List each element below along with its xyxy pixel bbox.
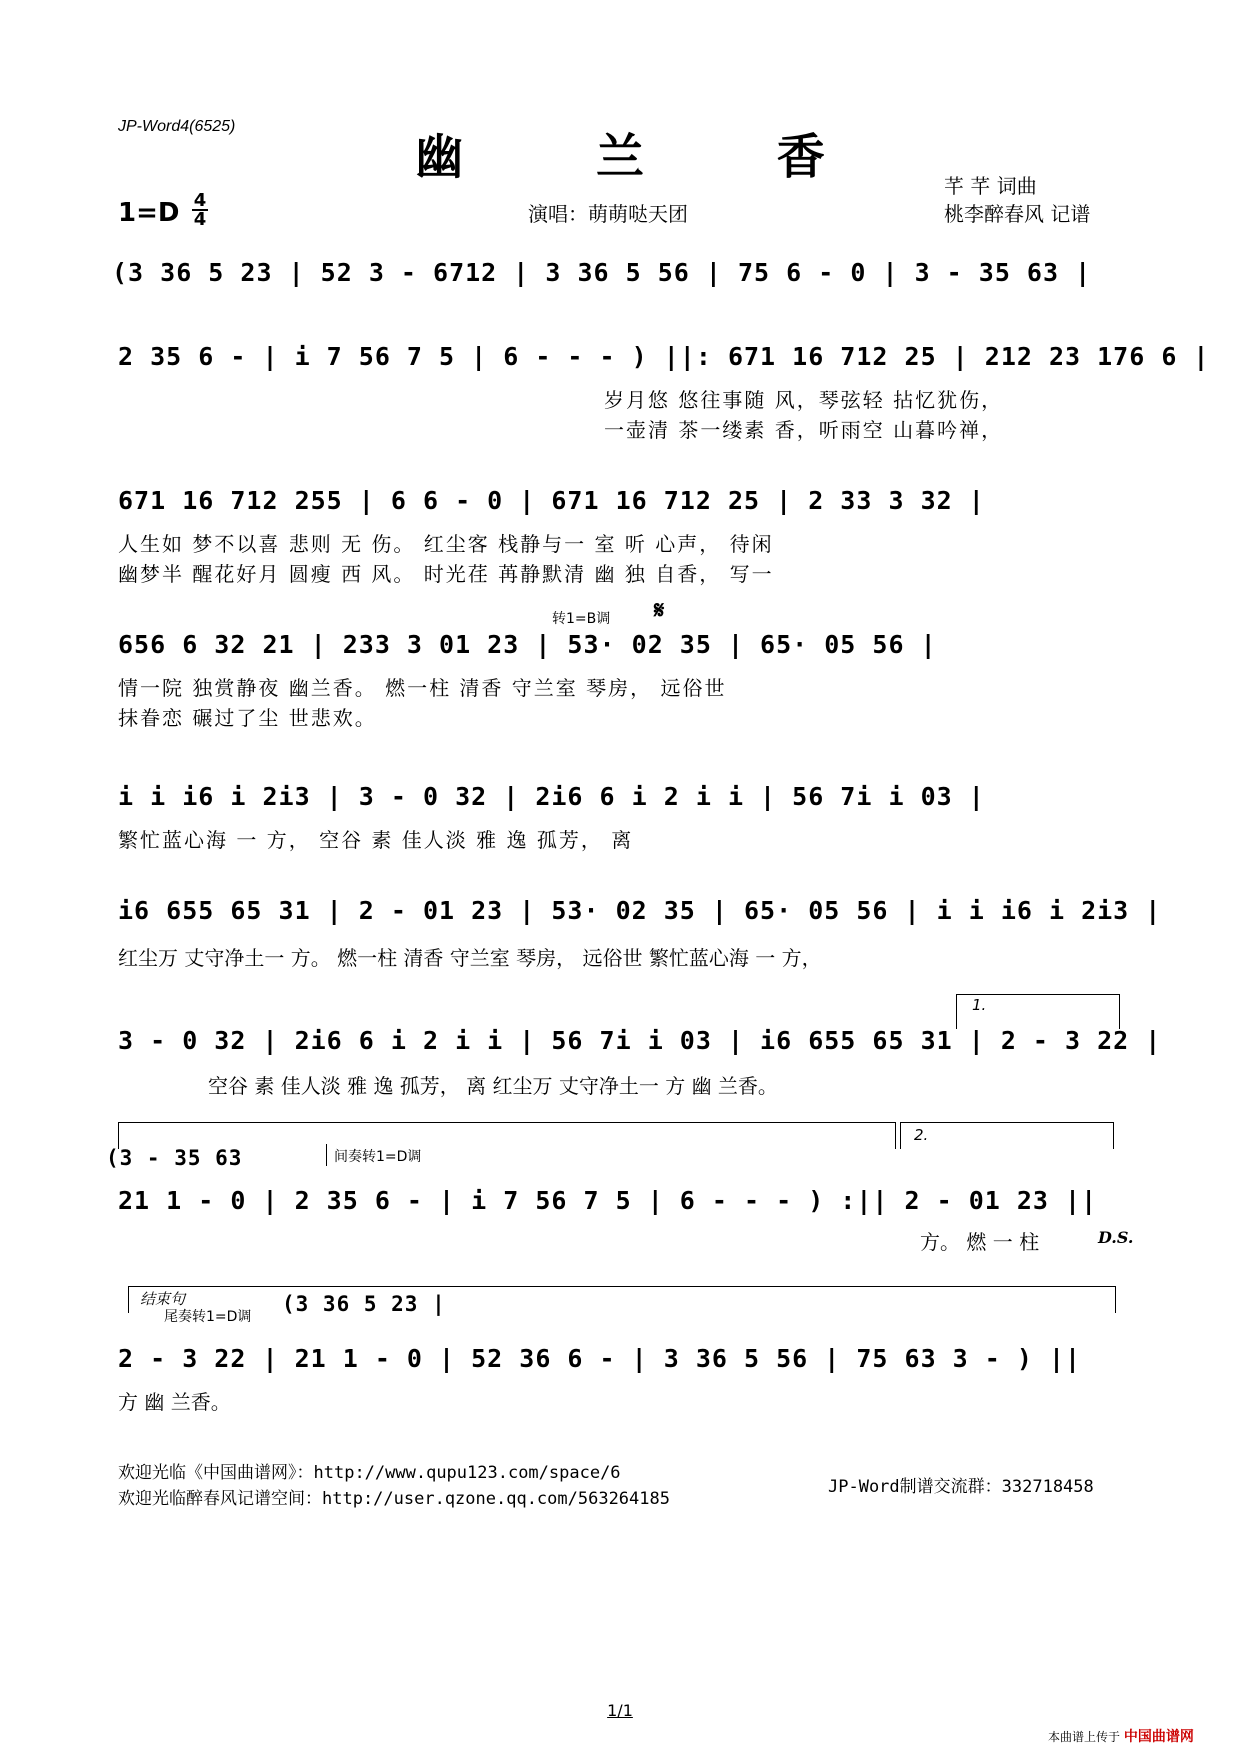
- lyric-row-6: 红尘万 丈守净土一 方。 燃一柱 清香 守兰室 琴房， 远俗世 繁忙蓝心海 一 方，: [118, 946, 822, 970]
- first-ending-label: 1.: [972, 996, 987, 1014]
- lyric-row-4-verse-1: 情一院 独赏静夜 幽兰香。 燃一柱 清香 守兰室 琴房， 远俗世: [118, 676, 727, 700]
- score-row-4: 656 6 32 21 | 233 3 01 23 | 53· 02 35 | 65· 05 56 |: [118, 630, 937, 659]
- page-number-text: 1/1: [607, 1701, 633, 1720]
- lyric-row-9: 方 幽 兰香。: [118, 1390, 231, 1414]
- lyric-row-5: 繁忙蓝心海 一 方， 空谷 素 佳人淡 雅 逸 孤芳， 离: [118, 828, 634, 852]
- lyric-row-8: 方。 燃 一 柱: [920, 1230, 1040, 1254]
- score-row-5: i i i6 i 2i3 | 3 - 0 32 | 2i6 6 i 2 i i | 56 7i i 03 |: [118, 782, 985, 811]
- interlude-divider: [326, 1144, 327, 1166]
- upload-credit: [1048, 1726, 1194, 1746]
- dal-segno-mark: D.S.: [1098, 1228, 1134, 1247]
- outro-modulation-label: 尾奏转1=D调: [164, 1309, 252, 1325]
- lyric-row-3-verse-1: 人生如 梦不以喜 悲则 无 伤。 红尘客 栈静与一 室 听 心声， 待闲: [118, 532, 774, 556]
- upload-text: 本曲谱上传于: [1048, 1730, 1121, 1744]
- footer-space-link: 欢迎光临醉春风记谱空间：http://user.qzone.qq.com/563264185: [118, 1489, 670, 1509]
- score-row-7: 3 - 0 32 | 2i6 6 i 2 i i | 56 7i i 03 | i6 655 65 31 | 2 - 3 22 |: [118, 1026, 1162, 1055]
- lyric-row-4-verse-2: 抹眷恋 碾过了尘 世悲欢。: [118, 706, 377, 730]
- score-row-2: 2 35 6 - | i 7 56 7 5 | 6 - - - ) ||: 671 16 712 25 | 212 23 176 6 |: [118, 342, 1210, 371]
- second-ending-bracket: [900, 1122, 1114, 1149]
- score-row-3: 671 16 712 255 | 6 6 - 0 | 671 16 712 25 | 2 33 3 32 |: [118, 486, 985, 515]
- time-signature: [192, 192, 208, 228]
- singer-credit: 演唱：萌萌哒天团: [528, 202, 688, 226]
- lyric-row-2-verse-1: 岁月悠 悠往事随 风，琴弦轻 拈忆犹伤，: [604, 388, 1004, 412]
- score-row-8: 21 1 - 0 | 2 35 6 - | i 7 56 7 5 | 6 - - - ) :|| 2 - 01 23 ||: [118, 1186, 1098, 1215]
- score-row-9: 2 - 3 22 | 21 1 - 0 | 52 36 6 - | 3 36 5 56 | 75 63 3 - ) ||: [118, 1344, 1082, 1373]
- footer-group: JP-Word制谱交流群：332718458: [828, 1477, 1094, 1497]
- interlude-modulation-label: 间奏转1=D调: [334, 1149, 422, 1165]
- lyric-row-7: 空谷 素 佳人淡 雅 逸 孤芳， 离 红尘万 丈守净土一 方 幽 兰香。: [208, 1074, 778, 1098]
- page-number: [0, 1701, 1240, 1720]
- song-title: 幽 兰 香: [415, 129, 883, 185]
- ending-section-bracket: [128, 1286, 1116, 1313]
- second-ending-label: 2.: [914, 1126, 929, 1144]
- lyricist-composer-credit: 芊 芊 词曲: [944, 174, 1037, 198]
- ending-section-label: 结束句: [140, 1290, 186, 1308]
- upload-site-logo: 中国曲谱网: [1123, 1729, 1194, 1745]
- time-sig-top: 4: [193, 190, 207, 211]
- modulation-to-b: 转1=B调: [552, 611, 611, 627]
- interlude-upper-notes: (3 - 35 63: [106, 1146, 243, 1170]
- first-ending-continuation: [118, 1122, 896, 1149]
- footer-site-link: 欢迎光临《中国曲谱网》：http://www.qupu123.com/space/6: [118, 1463, 621, 1483]
- lyric-row-3-verse-2: 幽梦半 醒花好月 圆瘦 西 风。 时光荏 苒静默清 幽 独 自香， 写一: [118, 562, 774, 586]
- lyric-row-2-verse-2: 一壶清 茶一缕素 香，听雨空 山暮吟禅，: [604, 418, 1004, 442]
- key-signature: 1=D: [118, 198, 180, 228]
- score-row-6: i6 655 65 31 | 2 - 01 23 | 53· 02 35 | 65· 05 56 | i i i6 i 2i3 |: [118, 896, 1162, 925]
- transcriber-credit: 桃李醉春风 记谱: [944, 202, 1091, 226]
- segno-sign: 𝄋: [654, 596, 665, 624]
- software-version: JP-Word4(6525): [118, 118, 236, 135]
- time-sig-bottom: 4: [193, 209, 207, 230]
- outro-upper-notes: (3 36 5 23 |: [282, 1292, 446, 1316]
- score-row-1: (3 36 5 23 | 52 3 - 6712 | 3 36 5 56 | 75 6 - 0 | 3 - 35 63 |: [112, 258, 1092, 287]
